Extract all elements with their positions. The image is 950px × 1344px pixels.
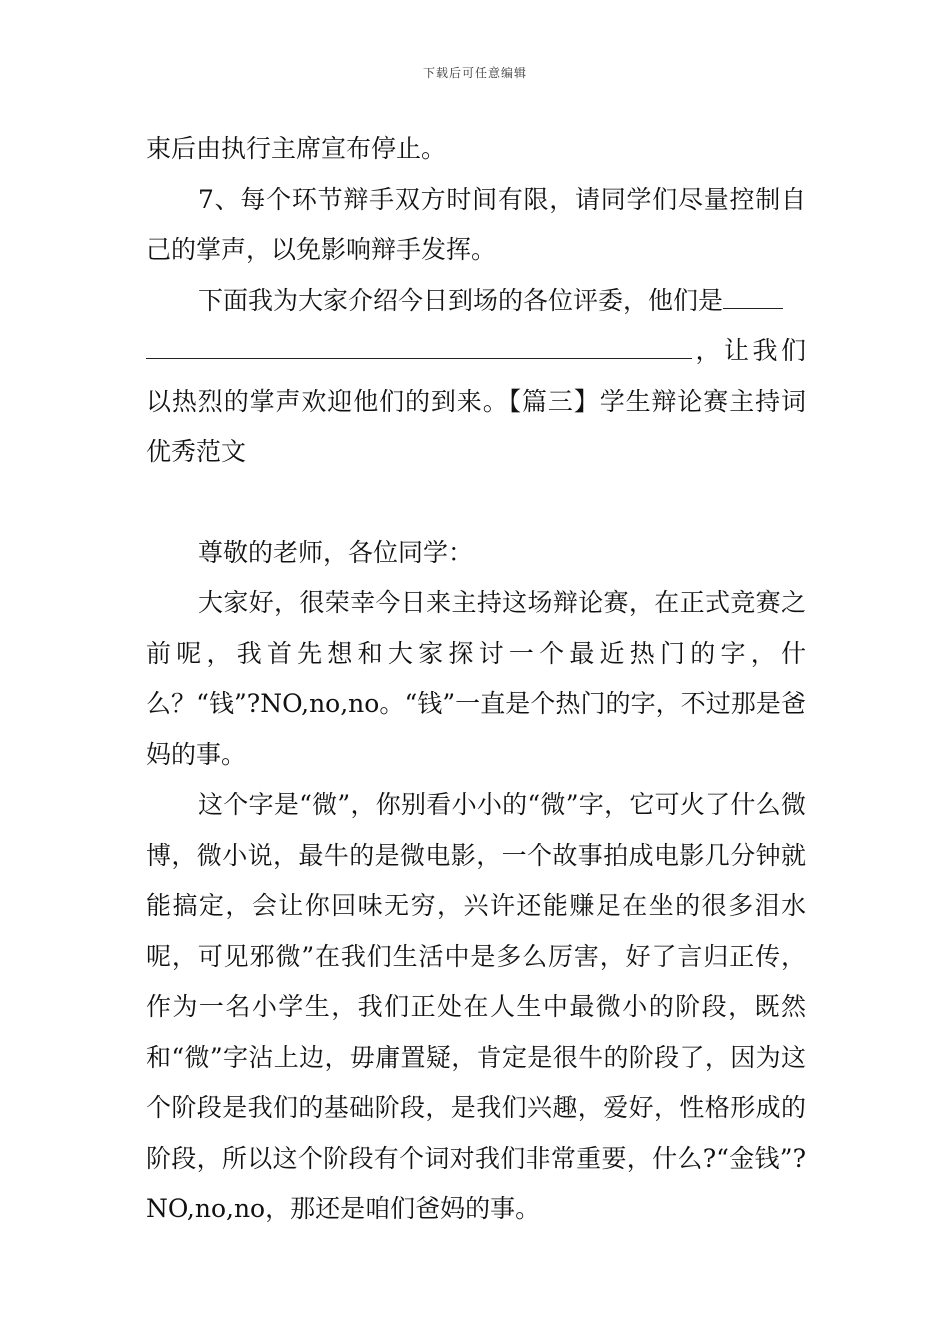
section-gap: [146, 478, 806, 528]
paragraph-wei: 这个字是“微”，你别看小小的“微”字，它可火了什么微博，微小说，最牛的是微电影，一个故事拍成电影几分钟就能搞定，会让你回味无穷，兴许还能赚足在坐的很多泪水呢，可见邪微”在我们生活中是多么厉害，好了言归正传，作为一名小学生，我们正处在人生中最微小的阶段，既然和“微”字沾上边，毋庸置疑，肯定是很牛的阶段了，因为这个阶段是我们的基础阶段，是我们兴趣，爱好，性格形成的阶段，所以这个阶段有个词对我们非常重要，什么?“金钱”?NO,no,no，那还是咱们爸妈的事。: [146, 790, 806, 1223]
judges-intro-text: 下面我为大家介绍今日到场的各位评委，他们是: [198, 285, 724, 315]
judges-outro-text: ，让我们以热烈的掌声欢迎他们的到来。【篇三】学生辩论赛主持词优秀范文: [146, 336, 806, 466]
judges-blank-line-1: [723, 286, 783, 309]
paragraph-continuation: 束后由执行主席宣布停止。: [146, 134, 447, 163]
page-header: 下载后可任意编辑: [422, 66, 527, 80]
paragraph-opening: 大家好，很荣幸今日来主持这场辩论赛，在正式竞赛之前呢，我首先想和大家探讨一个最近热门的字，什么？“钱”?NO,no,no。“钱”一直是个热门的字，不过那是爸妈的事。: [146, 588, 806, 769]
paragraph-rule-7: 7、每个环节辩手双方时间有限，请同学们尽量控制自己的掌声，以免影响辩手发挥。: [146, 184, 806, 264]
greeting: 尊敬的老师，各位同学：: [198, 537, 474, 567]
judges-blank-line-2: [146, 336, 692, 359]
document-body: [146, 124, 806, 1235]
paragraph-judges-intro: [146, 276, 806, 478]
